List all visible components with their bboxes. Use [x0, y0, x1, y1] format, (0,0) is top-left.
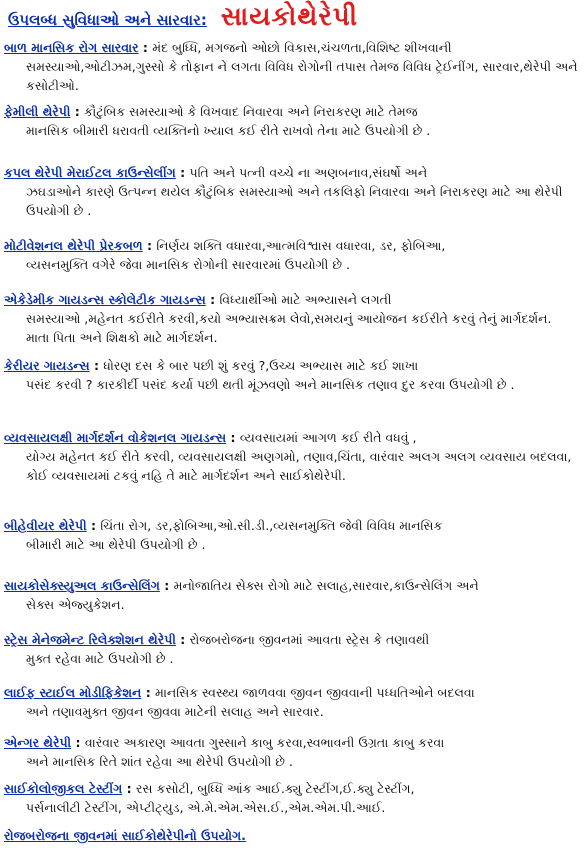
service-term: બીહેવીયર થેરેપી [4, 518, 87, 533]
service-description: મનોજાતિય સેક્સ રોગો માટે સલાહ,સારવાર,કાઉન્સેલિંગ અને [173, 578, 479, 593]
header-label: ઉપલબ્ધ સુવિધાઓ અને સારવાર: [8, 11, 207, 29]
separator: : [175, 165, 190, 180]
service-description-continued: સમસ્યાઓ ,મહેનત કઈરીતે કરવી,કયો અભ્યાસક્રમ લેવો,સમયનું આયોજન કઈરીતે કરવું તેનું માર્ગદર્શન. માતા પિતા અને શિક્ષકો માટે માર્ગદર્શન. [26, 311, 552, 345]
service-description-continued: મુક્ત રહેવા માટે ઉપયોગી છે . [26, 651, 174, 666]
separator: : [86, 518, 101, 533]
footer-heading [4, 826, 246, 845]
service-term: કપલ થેરેપી મેરાઈટલ કાઉન્સેલીંગ [4, 165, 176, 180]
service-description-continued: ઝઘડાઓને કારણે ઉત્પન્ન થયેલ કૌટુંબિક સમસ્યાઓ અને તકલિફો નિવારવા અને નિરાકરણ માટે આ થેરેપી ઉપયોગી છે . [26, 184, 563, 218]
service-term: લાઈફ સ્ટાઈલ મોડીફિકેશન [4, 685, 142, 700]
separator: : [142, 238, 157, 253]
separator: : [138, 40, 153, 55]
service-term: સાઈકોલોજીકલ ટેસ્ટીંગ [4, 781, 123, 796]
service-description: વિધ્યાર્થીઓ માટે અભ્યાસને લગતી [219, 292, 392, 307]
service-description: ધોરણ દસ કે બાર પછી શું કરવું ?,ઉચ્ચ અભ્યાસ માટે કઈ શાખા [103, 358, 419, 373]
service-description: વ્યવસાયમાં આગળ કઈ રીતે વધવું , [239, 430, 417, 445]
service-description-continued: અને માનસિક રિતે શાંત રહેવા આ થેરેપી ઉપયોગી છે . [26, 754, 293, 769]
service-term: વ્યવસાયલક્ષી માર્ગદર્શન વોકેશનલ ગાયડન્સ [4, 430, 227, 445]
service-term: મોટીવેશનલ થેરેપી પ્રેરકબળ [4, 238, 143, 253]
service-entry-child-psychiatry [4, 38, 578, 95]
service-description-continued: માનસિક બીમારી ધરાવતી વ્યક્તિનો ખ્યાલ કઈ રીતે રાખવો તેના માટે ઉપયોગી છે . [26, 123, 431, 138]
service-term: એન્ગર થેરેપી [4, 735, 72, 750]
service-description-continued: સમસ્યાઓ,ઓટીઝમ,ગુસ્સો કે તોફાન ને લગતા વિવિધ રોગોની તપાસ તેમજ વિવિધ ટ્રેઈનીંગ, સારવાર,થેરેપી અને કસોટીઓ. [26, 59, 578, 93]
service-term: કેરીયર ગાયડન્સ [4, 358, 90, 373]
service-entry-psychological-testing [4, 779, 578, 817]
service-description: મંદ બુધ્ધિ, મગજનો ઓછો વિકાસ,ચંચળતા,વિશિષ્ટ શીખવાની [152, 40, 452, 55]
service-term: બાળ માનસિક રોગ સારવાર [4, 40, 139, 55]
service-term: ફેમીલી થેરેપી [4, 104, 71, 119]
separator: : [159, 578, 174, 593]
service-entry-lifestyle-modification [4, 683, 578, 721]
service-entry-vocational-guidance [4, 428, 578, 485]
footer-link-text: રોજબરોજના જીવનમાં સાઈકોથેરેપીનો ઉપયોગ. [4, 828, 246, 843]
service-description-continued: બીમારી માટે આ થેરેપી ઉપયોગી છે . [26, 537, 206, 552]
service-description: ચિંતા રોગ, ડર,ફોબિઆ,ઓ.સી.ડી.,વ્યસનમુક્તિ જેવી વિવિધ માનસિક [100, 518, 443, 533]
service-description: રસ કસોટી, બુધ્ધિ આંક આઈ.ક્યુ ટેસ્ટીંગ,ઈ.ક્યુ ટેસ્ટીંગ, [135, 781, 415, 796]
service-description-continued: પસંદ કરવી ? કારકીર્દી પસંદ કર્યા પછી થતી મૂંઝવણો અને માનસિક તણાવ દુર કરવા ઉપયોગી છે . [26, 377, 515, 392]
separator: : [205, 292, 220, 307]
service-entry-career-guidance [4, 356, 578, 394]
service-term: સાયકોસેક્સ્યુઅલ કાઉન્સેલિંગ [4, 578, 160, 593]
service-description: કૌટુંબિક સમસ્યાઓ કે વિખવાદ નિવારવા અને નિરાકરણ માટે તેમજ [84, 104, 418, 119]
service-entry-family-therapy [4, 102, 578, 140]
service-description: માનસિક સ્વસ્થ્ય જાળવવા જીવન જીવવાની પધ્ધતિઓને બદલવા [155, 685, 475, 700]
page-title: સાયકોથેરેપી [220, 2, 359, 32]
service-entry-stress-management [4, 630, 578, 668]
service-term: એકેડેમીક ગાયડન્સ સ્કોલેટીક ગાયડન્સ [4, 292, 206, 307]
separator: : [122, 781, 136, 796]
service-description-continued: અને તણાવમુક્ત જીવન જીવવા માટેની સલાહ અને સારવાર. [26, 704, 324, 719]
separator: : [71, 735, 85, 750]
service-entry-motivational-therapy [4, 236, 578, 274]
separator: : [89, 358, 104, 373]
service-description: વારંવાર અકારણ આવતા ગુસ્સાને કાબુ કરવા,સ્વભાવની ઉગ્રતા કાબુ કરવા [84, 735, 445, 750]
service-entry-couple-therapy [4, 163, 578, 220]
service-entry-behavior-therapy [4, 516, 578, 554]
separator: : [70, 104, 85, 119]
service-entry-psychosexual-counseling [4, 576, 578, 614]
service-description-continued: સેક્સ એજ્યુકેશન. [26, 597, 125, 612]
page-header [8, 2, 358, 33]
service-description-continued: યોગ્ય મહેનત કઈ રીતે કરવી, વ્યવસાયલક્ષી અણગમો, તણાવ,ચિંતા, વારંવાર અલગ અલગ વ્યવસાય બદલવા, કોઈ વ્યવસાયમાં ટકવું નહિ તે માટે માર્ગદર્શન અને સાઈકોથેરેપી. [26, 449, 572, 483]
service-description: નિર્ણય શક્તિ વધારવા,આત્મવિશ્વાસ વધારવા, ડર, ફોબિઆ, [156, 238, 446, 253]
service-description-continued: પર્સનાલીટી ટેસ્ટીંગ, એપ્ટીટ્યુડ, એ.મે.એમ.એસ.ઈ.,એમ.એમ.પી.આઈ. [26, 800, 386, 815]
service-description-continued: વ્યસનમુક્તિ વગેરે જેવા માનસિક રોગોની સારવારમાં ઉપયોગી છે . [26, 257, 350, 272]
service-term: સ્ટ્રેસ મેનેજમેન્ટ રિલેક્શેશન થેરેપી [4, 632, 176, 647]
separator: : [175, 632, 190, 647]
service-description: પતિ અને પત્ની વચ્ચે ના અણબનાવ,સંઘર્ષો અને [189, 165, 428, 180]
service-description: રોજબરોજના જીવનમાં આવતા સ્ટ્રેસ કે તણાવથી [189, 632, 430, 647]
separator: : [141, 685, 156, 700]
service-entry-anger-therapy [4, 733, 578, 771]
service-entry-academic-guidance [4, 290, 578, 347]
separator: : [226, 430, 240, 445]
